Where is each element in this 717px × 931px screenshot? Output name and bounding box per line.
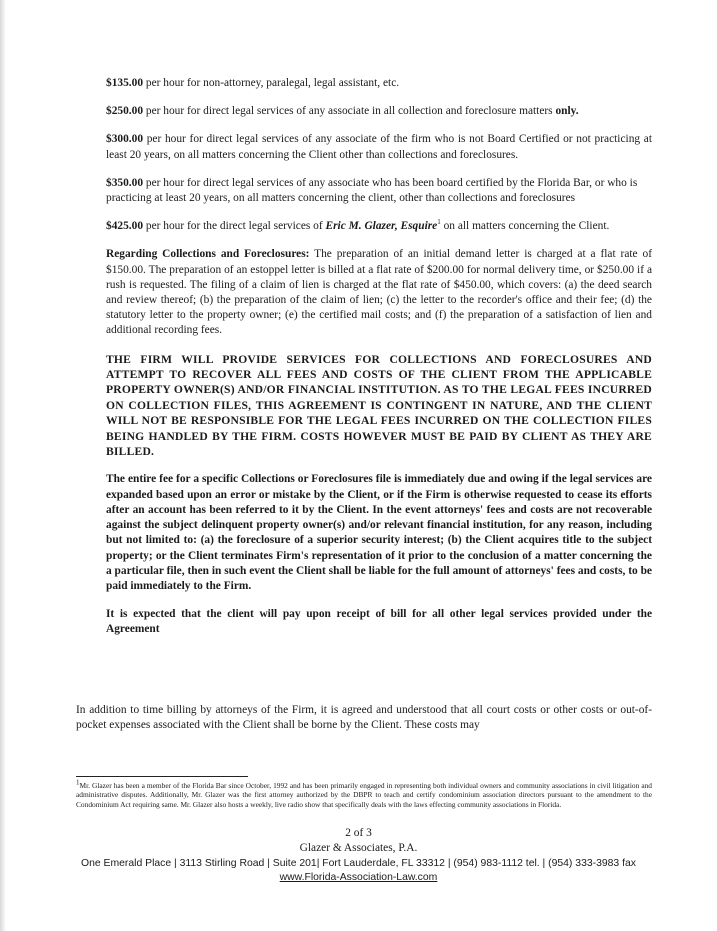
footnote <box>76 778 652 809</box>
footnote-number: 1 <box>76 778 80 787</box>
rate-amount: $250.00 <box>106 105 144 118</box>
collections-body: The preparation of an initial demand letter is charged at a flat rate of $150.00. The preparation of an estoppel letter is billed at a flat rate of $200.00 for normal delivery time, or $250.00 if a rush is requested. The filing of a claim of lien is charged at the flat rate of $450.00, which covers: (a) the deed search and review thereof; (b) the preparation of the claim of lien; (c) the letter to the recorder's office and their fee; (d) the statutory letter to the property owner; (e) the certified mail costs; and (f) the preparation of a satisfaction of lien and additional recording fees. <box>106 248 652 337</box>
collections-paragraph <box>106 247 652 338</box>
footnote-divider <box>76 776 248 777</box>
firm-name: Glazer & Associates, P.A. <box>299 842 418 854</box>
entire-fee-paragraph: The entire fee for a specific Collections or Foreclosures file is immediately due and owing if the legal services are expanded based upon an error or mistake by the Client, or if the Firm is otherwise requested to cease its efforts after an account has been referred to it by the Client. In the event attorneys' fees and costs are not recoverable against the subject delinquent property owner(s) and/or relevant financial institution, for any reason, including but not limited to: (a) the foreclosure of a superior security interest; (b) the Client acquires title to the subject property; or the Client terminates Firm's representation of it prior to the conclusion of a matter concerning the a particular file, then in such event the Client shall be liable for the full amount of attorneys' fees and costs, to be paid immediately to the Firm. <box>106 473 652 592</box>
rate-tail: on all matters concerning the Client. <box>440 220 610 233</box>
collections-heading: Regarding Collections and Foreclosures: <box>106 248 310 261</box>
rate-amount: $425.00 <box>106 220 144 233</box>
rate-paragraph-4 <box>106 176 652 206</box>
rate-text: per hour for direct legal services of any associate in all collection and foreclosure matters <box>143 105 556 118</box>
footnote-text: Mr. Glazer has been a member of the Florida Bar since October, 1992 and has been primarily engaged in representing both individual owners and community associations in civil litigation and administrative disputes. Additionally, Mr. Glazer was the first attorney authorized by the DBPR to teach and certify condominium association directors pursuant to the amendment to the Condominium Act requiring same. Mr. Glazer also hosts a weekly, live radio show that specifically deals with the laws effecting community associations in Florida. <box>76 781 652 809</box>
page-number: 2 of 3 <box>345 827 372 839</box>
rate-paragraph-2 <box>106 104 652 119</box>
scan-shadow <box>0 0 6 931</box>
rate-text: per hour for direct legal services of any associate of the firm who is not Board Certified or not practicing at least 20 years, on all matters concerning the Client other than collections and foreclosures. <box>106 133 652 161</box>
attorney-name: Eric M. Glazer, Esquire <box>325 220 438 233</box>
rate-text: per hour for the direct legal services of <box>143 220 326 233</box>
rate-paragraph-3 <box>106 132 652 162</box>
rate-amount: $350.00 <box>106 176 144 189</box>
rate-amount: $300.00 <box>106 133 144 146</box>
firm-address: One Emerald Place | 3113 Stirling Road | Suite 201| Fort Lauderdale, FL 33312 | (954) 983-1112 tel. | (954) 333-3983 fax <box>81 858 636 869</box>
rate-text: per hour for direct legal services of any associate who has been board certified by the Florida Bar, or who is practicing at least 20 years, on all matters concerning the client, other than collections and foreclosures <box>106 176 638 205</box>
expected-payment-paragraph: It is expected that the client will pay upon receipt of bill for all other legal services provided under the Agreement <box>106 608 652 636</box>
website-line <box>0 871 717 884</box>
rate-emphasis: only. <box>555 105 579 118</box>
footnote-mark: 1 <box>437 218 441 227</box>
time-billing-paragraph: In addition to time billing by attorneys of the Firm, it is agreed and understood that all court costs or other costs or out-of-pocket expenses associated with the Client shall be borne by the Client. These costs may <box>76 704 652 732</box>
rate-text: per hour for non-attorney, paralegal, legal assistant, etc. <box>143 77 400 89</box>
rate-amount: $135.00 <box>106 77 144 89</box>
rate-paragraph-1 <box>106 76 652 91</box>
rate-paragraph-5 <box>106 219 652 234</box>
firm-notice: THE FIRM WILL PROVIDE SERVICES FOR COLLECTIONS AND FORECLOSURES AND ATTEMPT TO RECOVER ALL FEES AND COSTS OF THE CLIENT FROM THE APPLICABLE PROPERTY OWNER(S) AND/OR FINANCIAL INSTITUTION. AS TO THE LEGAL FEES INCURRED ON COLLECTION FILES, THIS AGREEMENT IS CONTINGENT IN NATURE, AND THE CLIENT WILL NOT BE RESPONSIBLE FOR THE LEGAL FEES INCURRED ON THE COLLECTION FILES BEING HANDLED BY THE FIRM. COSTS HOWEVER MUST BE PAID BY CLIENT AS THEY ARE BILLED. <box>106 352 652 459</box>
website-link[interactable]: www.Florida-Association-Law.com <box>279 872 438 883</box>
document-body <box>106 76 652 651</box>
